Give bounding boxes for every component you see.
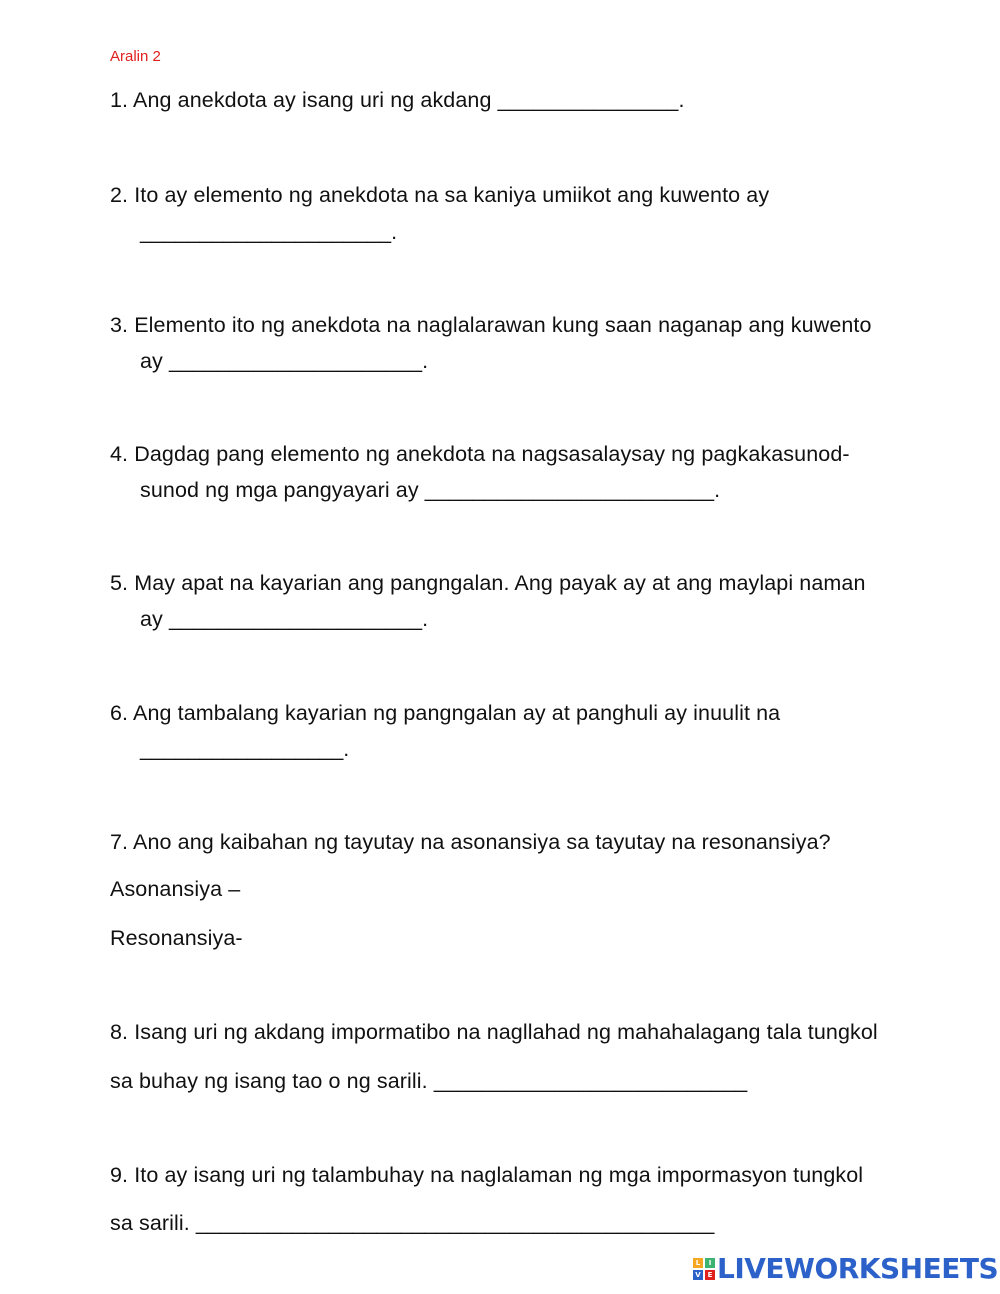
question-5-answer-blank[interactable]: ay _____________________. bbox=[140, 607, 429, 631]
logo-tile-l: L bbox=[693, 1258, 703, 1268]
question-2-answer-blank[interactable]: _____________________. bbox=[140, 220, 398, 244]
question-5-line-1: 5. May apat na kayarian ang pangngalan. Ang payak ay at ang maylapi naman bbox=[110, 571, 866, 595]
question-3-answer-blank[interactable]: ay _____________________. bbox=[140, 349, 429, 373]
question-8-line-1: 8. Isang uri ng akdang impormatibo na nagllahad ng mahahalagang tala tungkol bbox=[110, 1020, 878, 1044]
question-1-line-1: 1. Ang anekdota ay isang uri ng akdang _______________. bbox=[110, 88, 685, 112]
question-4-answer-blank[interactable]: sunod ng mga pangyayari ay ________________________. bbox=[140, 478, 721, 502]
liveworksheets-wordmark: LIVEWORKSHEETS bbox=[717, 1252, 999, 1285]
question-9-answer-blank[interactable]: sa sarili. ___________________________________________ bbox=[110, 1211, 715, 1235]
logo-tile-i: I bbox=[705, 1258, 715, 1268]
question-6-answer-blank[interactable]: _________________. bbox=[140, 737, 350, 761]
question-6-line-1: 6. Ang tambalang kayarian ng pangngalan ay at panghuli ay inuulit na bbox=[110, 701, 781, 725]
lesson-label: Aralin 2 bbox=[110, 48, 161, 65]
question-7-asonansiya-answer[interactable]: Asonansiya – bbox=[110, 877, 241, 901]
question-4-line-1: 4. Dagdag pang elemento ng anekdota na nagsasalaysay ng pagkakasunod- bbox=[110, 442, 850, 466]
question-9-line-1: 9. Ito ay isang uri ng talambuhay na naglalaman ng mga impormasyon tungkol bbox=[110, 1163, 864, 1187]
question-7-resonansiya-answer[interactable]: Resonansiya- bbox=[110, 926, 243, 950]
question-7-line-1: 7. Ano ang kaibahan ng tayutay na asonansiya sa tayutay na resonansiya? bbox=[110, 830, 831, 854]
logo-tile-v: V bbox=[693, 1270, 703, 1280]
question-8-answer-blank[interactable]: sa buhay ng isang tao o ng sarili. __________________________ bbox=[110, 1069, 748, 1093]
question-2-line-1: 2. Ito ay elemento ng anekdota na sa kaniya umiikot ang kuwento ay bbox=[110, 183, 770, 207]
liveworksheets-logo bbox=[693, 1254, 998, 1284]
question-3-line-1: 3. Elemento ito ng anekdota na naglalarawan kung saan naganap ang kuwento bbox=[110, 313, 872, 337]
logo-tile-e: E bbox=[705, 1270, 715, 1280]
liveworksheets-logo-icon bbox=[693, 1258, 715, 1280]
